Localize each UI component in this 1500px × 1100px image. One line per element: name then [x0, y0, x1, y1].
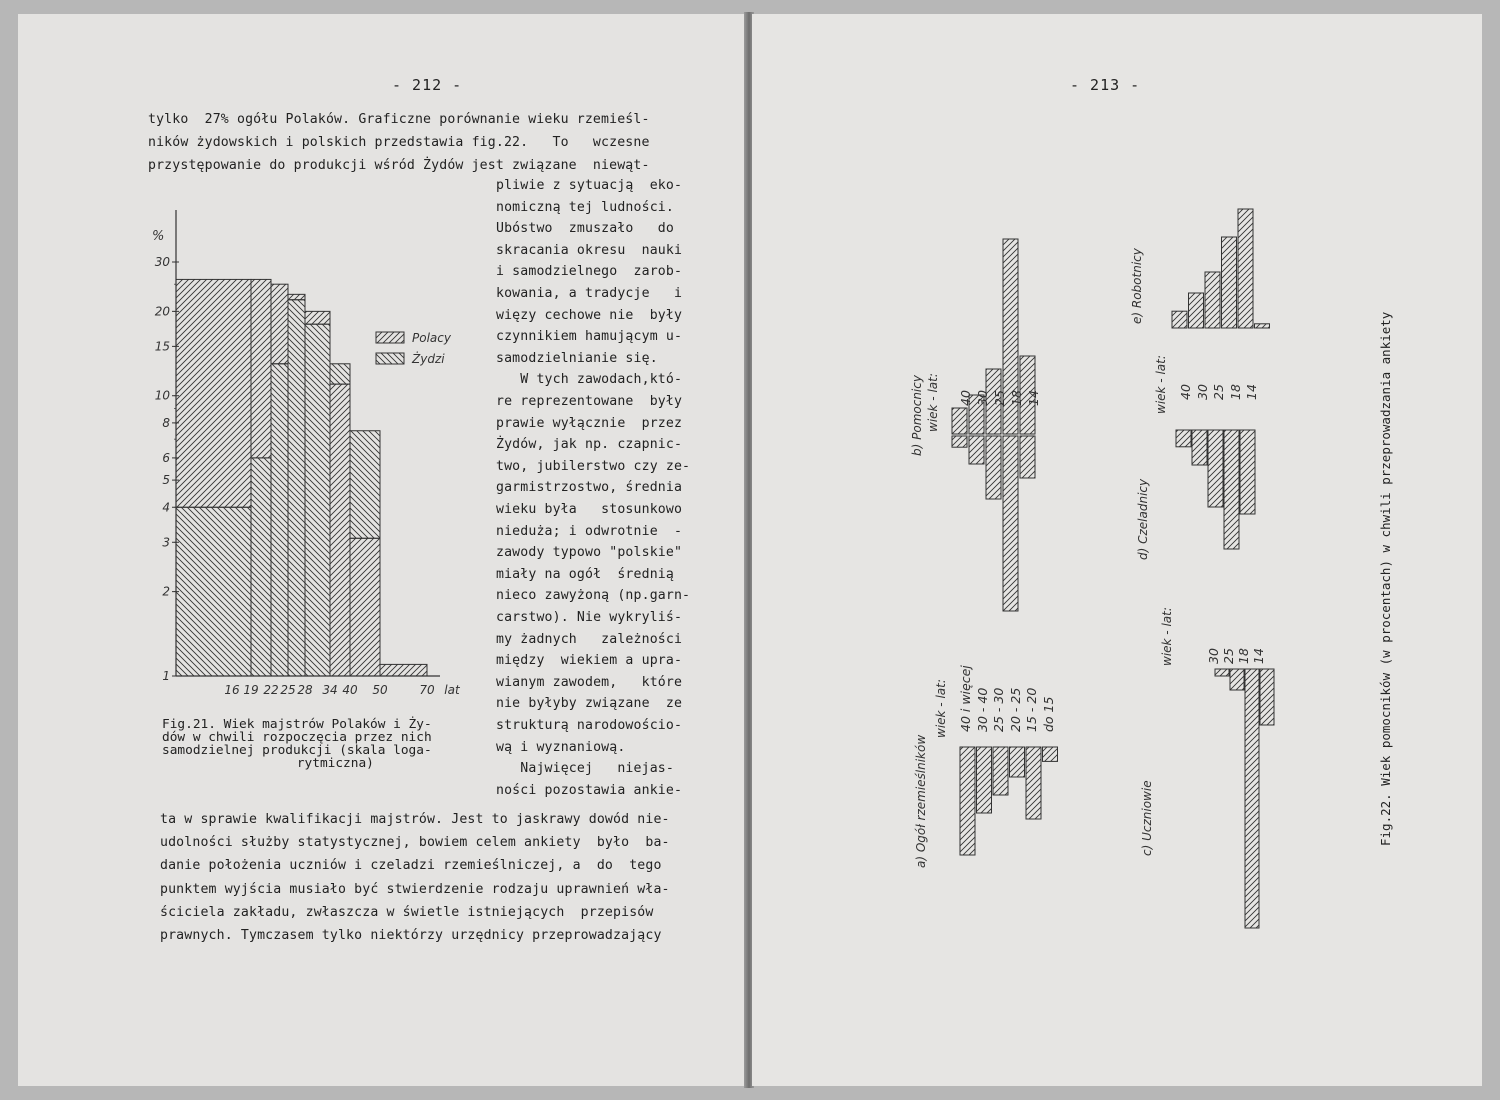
age-group-label: 18 — [1227, 384, 1243, 400]
age-group-label: 15 - 20 — [1024, 687, 1039, 732]
text-line: strukturą narodowościo- — [496, 718, 683, 733]
bar-panel-e — [1255, 324, 1270, 328]
age-label-a: wiek - lat: — [934, 679, 948, 738]
text-line: punktem wyjścia musiało być stwierdzenie rodzaju uprawnień wła- — [160, 881, 670, 897]
text-line: miały na ogół średnią — [496, 566, 674, 582]
panel-title-d: d) Czeladnicy — [1136, 478, 1150, 560]
age-group-label: 20 - 25 — [1007, 687, 1023, 732]
legend-swatch-zydzi — [376, 353, 404, 364]
text-line: ności pozostawia ankie- — [496, 782, 683, 798]
age-group-label: 40 i więcej — [958, 665, 973, 732]
text-line: Żydów, jak np. czapnic- — [496, 437, 683, 453]
text-line: ta w sprawie kwalifikacji majstrów. Jest to jaskrawy dowód nie- — [160, 812, 670, 827]
panel-title-e: e) Robotnicy — [1130, 248, 1144, 324]
bar-panel-c — [1245, 669, 1259, 928]
bar-panel-a — [1043, 747, 1058, 761]
bar-panel-b-lower — [986, 436, 1001, 499]
text-line: W tych zawodach,któ- — [496, 372, 683, 388]
y-tick-label: 4 — [162, 500, 170, 515]
bar-lower — [330, 384, 350, 676]
bar-upper — [305, 311, 330, 324]
bar-panel-e — [1205, 272, 1220, 328]
age-label-b: wiek - lat: — [926, 373, 940, 432]
age-group-label: 40 — [1178, 384, 1193, 400]
figure-21-chart — [140, 196, 470, 716]
bar-panel-d — [1224, 430, 1239, 549]
bar-upper — [380, 664, 427, 676]
bar-lower — [305, 324, 330, 676]
text-line: nieco zawyżoną (np.garn- — [496, 588, 691, 604]
bar-panel-c — [1260, 669, 1274, 725]
panel-title-a: a) Ogół rzemieślników — [914, 734, 928, 868]
age-group-label: 30 - 40 — [974, 687, 990, 732]
text-line: nomiczną tej ludności. — [496, 199, 674, 215]
bar-panel-b-lower — [1003, 436, 1018, 611]
age-group-label: do 15 — [1040, 696, 1056, 732]
bar-lower — [271, 364, 288, 676]
text-line: nie byłyby związane ze — [496, 696, 683, 712]
text-line: udolności służby statystycznej, bowiem celem ankiety było ba- — [160, 835, 670, 851]
bar-upper — [176, 279, 251, 507]
age-group-label: 25 — [1211, 384, 1226, 400]
text-line: czynnikiem hamującym u- — [496, 329, 683, 345]
text-line: prawie wyłącznie przez — [496, 415, 683, 431]
age-group-label: 25 — [1221, 648, 1236, 664]
bar-panel-a — [960, 747, 975, 855]
age-group-label: 30 — [1206, 648, 1221, 664]
x-tick-label: 70 — [419, 683, 435, 697]
text-line: i samodzielnego zarob- — [496, 264, 683, 280]
text-line: carstwo). Nie wykryliś- — [496, 610, 683, 625]
x-tick-label: 34 — [322, 683, 338, 697]
text-line: skracania okresu nauki — [496, 242, 683, 258]
text-line: ników żydowskich i polskich przedstawia fig.22. To wczesne — [148, 135, 650, 150]
text-line: wianym zawodem, które — [496, 674, 683, 690]
age-group-label: 18 — [1009, 390, 1024, 406]
y-tick-label: 6 — [162, 450, 170, 465]
bar-panel-e — [1189, 293, 1204, 328]
legend-label: Żydzi — [412, 352, 445, 366]
x-tick-label: 16 — [224, 683, 240, 697]
text-line: przystępowanie do produkcji wśród Żydów jest związane niewąt- — [148, 158, 650, 173]
bar-panel-a — [993, 747, 1008, 795]
text-line: nieduża; i odwrotnie - — [496, 523, 683, 539]
figure-22-chart — [900, 120, 1320, 940]
bar-upper — [350, 431, 380, 539]
bar-panel-b-lower — [1020, 436, 1035, 478]
text-line: my żadnych zależności — [496, 631, 683, 647]
figure-21-caption: Fig.21. Wiek majstrów Polaków i Ży- dów w chwili rozpoczęcia przez nich samodzielnej produkcji (skala loga- rytmiczna) — [162, 717, 432, 771]
age-group-label: 30 — [1194, 384, 1210, 400]
age-group-label: 18 — [1236, 648, 1251, 664]
bar-panel-a — [1010, 747, 1025, 777]
panel-title-c: c) Uczniowie — [1140, 780, 1154, 856]
bar-panel-e — [1238, 209, 1253, 328]
panel-title-b: b) Pomocnicy — [910, 375, 924, 456]
bar-panel-a — [1026, 747, 1041, 819]
text-line: ściciela zakładu, zwłaszcza w świetle istniejących przepisów — [160, 904, 654, 920]
text-line: samodzielnianie się. — [496, 350, 658, 366]
text-line: tylko 27% ogółu Polaków. Graficzne porównanie wieku rzemieśl- — [148, 112, 650, 127]
bar-panel-d — [1208, 430, 1223, 507]
text-line: prawnych. Tymczasem tylko niektórzy urzędnicy przeprowadzający — [160, 928, 662, 943]
bar-panel-c — [1215, 669, 1229, 676]
bar-panel-d — [1240, 430, 1255, 514]
bar-lower — [176, 507, 251, 676]
y-tick-label: 1 — [162, 669, 170, 683]
text-line: danie położenia uczniów i czeladzi rzemieślniczej, a do tego — [160, 858, 662, 874]
page-number-right: - 213 - — [1070, 76, 1141, 94]
text-line: Ubóstwo zmuszało do — [496, 221, 674, 237]
bar-upper — [288, 294, 305, 299]
x-tick-label: 19 — [243, 683, 259, 697]
bar-lower — [350, 538, 380, 676]
text-line: Najwięcej niejas- — [496, 761, 674, 777]
bar-panel-b-lower — [969, 436, 984, 464]
bar-panel-d — [1192, 430, 1207, 465]
text-line: re reprezentowane były — [496, 394, 683, 409]
x-tick-label: 28 — [297, 683, 313, 697]
text-line: kowania, a tradycje i — [496, 286, 683, 301]
y-tick-label: 15 — [154, 339, 170, 354]
y-tick-label: 30 — [154, 255, 170, 269]
legend-swatch-polacy — [376, 332, 404, 343]
bar-upper — [330, 364, 350, 384]
y-tick-label: 2 — [162, 584, 170, 599]
text-line: wą i wyznaniową. — [496, 739, 626, 755]
bar-panel-b — [952, 408, 967, 434]
age-group-label: 25 — [992, 390, 1007, 406]
age-group-label: 25 - 30 — [991, 687, 1006, 732]
y-tick-label: 5 — [162, 473, 170, 488]
bar-panel-e — [1222, 237, 1237, 328]
x-tick-label: 25 — [280, 683, 296, 697]
bar-panel-e — [1172, 311, 1187, 328]
bar-panel-a — [977, 747, 992, 813]
y-tick-label: 3 — [162, 535, 170, 550]
text-line: więzy cechowe nie były — [496, 307, 683, 323]
x-axis-label: lat — [444, 683, 460, 697]
bar-panel-c — [1230, 669, 1244, 690]
age-group-label: 30 — [975, 390, 990, 406]
y-tick-label: 10 — [154, 388, 170, 403]
age-group-label: 14 — [1244, 384, 1259, 400]
age-label-c: wiek - lat: — [1160, 607, 1174, 666]
text-line: zawody typowo "polskie" — [496, 545, 683, 561]
x-tick-label: 40 — [342, 683, 358, 697]
age-group-label: 14 — [1026, 390, 1041, 406]
bar-panel-d — [1176, 430, 1191, 447]
age-group-label: 40 — [958, 390, 973, 406]
bar-upper — [271, 284, 288, 364]
age-group-label: 14 — [1251, 648, 1266, 664]
x-tick-label: 22 — [263, 683, 279, 697]
x-tick-label: 50 — [372, 683, 388, 697]
bar-upper — [251, 279, 271, 457]
bar-panel-b-lower — [952, 436, 967, 447]
figure-22-caption: Fig.22. Wiek pomocników (w procentach) w chwili przeprowadzania ankiety — [1378, 311, 1393, 846]
text-line: wieku była stosunkowo — [496, 502, 683, 517]
age-label-e: wiek - lat: — [1154, 355, 1168, 414]
text-line: garmistrzostwo, średnia — [496, 480, 683, 496]
y-tick-label: 8 — [162, 415, 170, 430]
y-tick-label: 20 — [154, 304, 170, 319]
text-line: two, jubilerstwo czy ze- — [496, 458, 691, 474]
y-axis-label: % — [152, 229, 165, 244]
bar-lower — [251, 458, 271, 676]
text-line: między wiekiem a upra- — [496, 653, 683, 669]
bar-lower — [288, 300, 305, 676]
text-line: pliwie z sytuacją eko- — [496, 178, 683, 193]
legend-label: Polacy — [412, 331, 451, 345]
page-number-left: - 212 - — [392, 76, 463, 94]
